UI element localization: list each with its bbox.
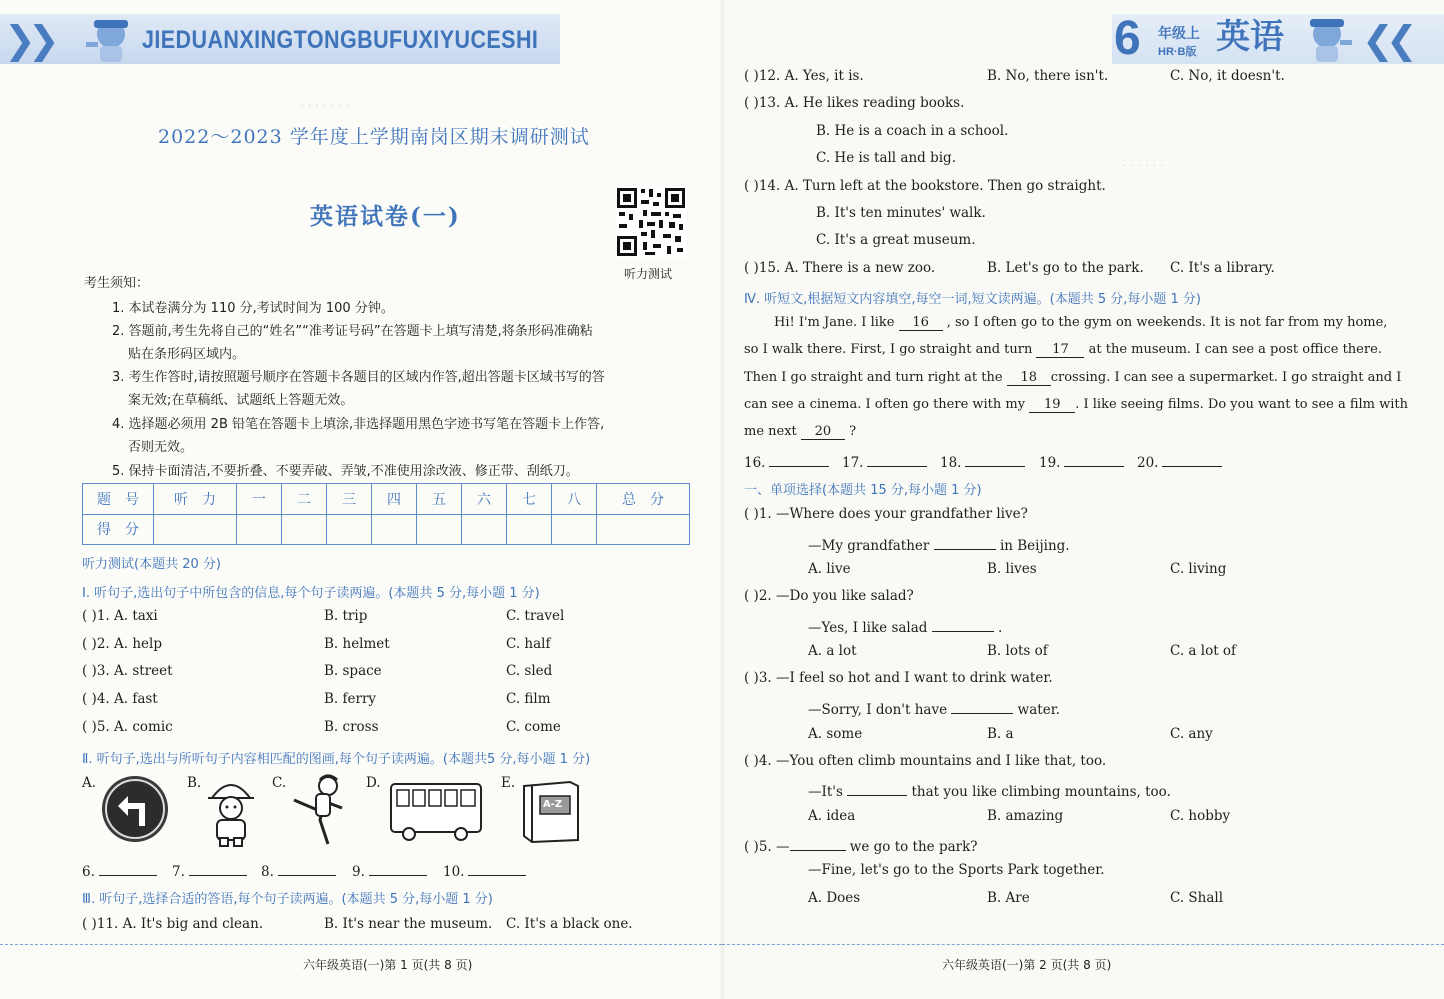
- mc-reply: [808, 780, 1171, 800]
- listening-heading: 听力测试(本题共 20 分): [82, 557, 221, 572]
- option-a[interactable]: A. live: [808, 561, 851, 577]
- mc-question-1[interactable]: ( )1. —Where does your grandfather live?: [744, 506, 1028, 522]
- option-c[interactable]: C. travel: [506, 608, 565, 624]
- picture-letter: A.: [82, 775, 97, 791]
- mc-question-3[interactable]: ( )3. —I feel so hot and I want to drink water.: [744, 670, 1053, 686]
- reply-text: in Beijing.: [999, 538, 1070, 554]
- score-cell[interactable]: [372, 514, 417, 545]
- question-2[interactable]: ( )2. A. help: [82, 636, 162, 652]
- answer-number: 10.: [443, 864, 465, 880]
- reply-text: that you like climbing mountains, too.: [911, 784, 1171, 800]
- option-c[interactable]: C. It's a great museum.: [816, 232, 976, 248]
- passage-text: Hi! I'm Jane. I like: [774, 315, 895, 330]
- option-b[interactable]: B. It's ten minutes' walk.: [816, 205, 986, 221]
- passage-line: [744, 342, 1382, 358]
- right-page: [722, 0, 1444, 999]
- reply-text: .: [998, 620, 1003, 636]
- notice-line: 5. 保持卡面清洁,不要折叠、不要弄破、弄皱,不准使用涂改液、修正带、刮纸刀。: [112, 464, 579, 479]
- option-b[interactable]: B. lives: [987, 561, 1037, 577]
- mc-question-2[interactable]: ( )2. —Do you like salad?: [744, 588, 914, 604]
- blank-17[interactable]: 17: [1036, 342, 1084, 358]
- page-footer: 六年级英语(一)第 2 页(共 8 页): [942, 958, 1112, 972]
- blank-16[interactable]: 16: [899, 315, 943, 331]
- mc-reply: [808, 616, 1002, 636]
- question-14[interactable]: ( )14. A. Turn left at the bookstore. Then go straight.: [744, 178, 1106, 194]
- section-2-heading: Ⅱ. 听句子,选出与所听句子内容相匹配的图画,每个句子读两遍。(本题共5 分,每小题 1 分): [82, 752, 591, 767]
- answer-6[interactable]: [82, 860, 157, 880]
- question-text: we go to the park?: [849, 839, 978, 855]
- score-header-cell: 八: [552, 484, 597, 515]
- option-b[interactable]: B. trip: [324, 608, 368, 624]
- option-c[interactable]: C. film: [506, 691, 551, 707]
- score-header-cell: 二: [282, 484, 327, 515]
- qr-label: 听力测试: [624, 267, 673, 281]
- picture-letter: E.: [501, 775, 516, 791]
- option-b[interactable]: B. amazing: [987, 808, 1064, 824]
- score-cell[interactable]: [154, 514, 237, 545]
- paper-title: 英语试卷(一): [310, 203, 461, 230]
- answer-10[interactable]: [443, 860, 526, 880]
- bus-icon[interactable]: [389, 780, 483, 842]
- answer-blank[interactable]: [932, 616, 994, 632]
- answer-number: 9.: [352, 864, 365, 880]
- picture-letter: D.: [366, 775, 381, 791]
- score-cell[interactable]: [237, 514, 282, 545]
- notice-line: 否则无效。: [128, 440, 194, 455]
- option-b[interactable]: B. ferry: [324, 691, 377, 707]
- score-cell[interactable]: [462, 514, 507, 545]
- option-c[interactable]: C. any: [1170, 726, 1213, 742]
- passage-text: . I like seeing films. Do you want to see a film with: [1075, 397, 1409, 412]
- notice-line: 1. 本试卷满分为 110 分,考试时间为 100 分钟。: [112, 301, 394, 316]
- reply-text: —Yes, I like salad: [808, 620, 928, 636]
- score-header-cell: 一: [237, 484, 282, 515]
- passage-text: , so I often go to the gym on weekends. It is not far from my home,: [946, 315, 1388, 330]
- option-a[interactable]: A. a lot: [808, 643, 857, 659]
- bleed-through-text: . . . . . . .: [300, 95, 350, 109]
- score-header-cell: 四: [372, 484, 417, 515]
- answer-number: 16.: [744, 455, 766, 471]
- answer-number: 18.: [940, 455, 962, 471]
- option-c[interactable]: C. sled: [506, 663, 553, 679]
- option-b[interactable]: B. It's near the museum.: [324, 916, 493, 932]
- picture-letter: B.: [187, 775, 202, 791]
- option-b[interactable]: B. a: [987, 726, 1014, 742]
- question-1[interactable]: ( )1. A. taxi: [82, 608, 158, 624]
- mc-reply: —Fine, let's go to the Sports Park together.: [808, 862, 1105, 878]
- blank-19[interactable]: 19: [1029, 397, 1075, 413]
- score-header-cell: 题 号: [83, 484, 154, 515]
- notice-line: 3. 考生作答时,请按照题号顺序在答题卡各题目的区域内作答,超出答题卡区域书写的答: [112, 370, 605, 385]
- score-header-cell: 五: [417, 484, 462, 515]
- subject-title: 英语: [1216, 17, 1284, 57]
- qr-code-icon[interactable]: [615, 186, 687, 258]
- answer-number: 20.: [1137, 455, 1159, 471]
- section-5-heading: 一、单项选择(本题共 15 分,每小题 1 分): [744, 483, 982, 498]
- score-header-cell: 七: [507, 484, 552, 515]
- answer-7[interactable]: [172, 860, 247, 880]
- answer-19[interactable]: [1039, 451, 1124, 471]
- question-text: ( )5. —: [744, 839, 790, 855]
- notice-line: 案无效;在草稿纸、试题纸上答题无效。: [128, 393, 354, 408]
- footer-divider: [722, 944, 1444, 945]
- passage-text: me next: [744, 424, 797, 439]
- answer-number: 8.: [261, 864, 274, 880]
- chevron-icon: ❮❮: [1362, 18, 1410, 62]
- kicking-boy-icon[interactable]: [290, 772, 354, 848]
- option-b[interactable]: B. space: [324, 663, 382, 679]
- option-c[interactable]: C. living: [1170, 561, 1227, 577]
- answer-17[interactable]: [842, 451, 927, 471]
- passage-line: [744, 397, 1408, 413]
- option-b[interactable]: B. No, there isn't.: [987, 68, 1109, 84]
- mascot-icon: [82, 12, 140, 64]
- answer-20[interactable]: [1137, 451, 1222, 471]
- answer-blank[interactable]: [847, 780, 907, 796]
- option-b[interactable]: B. Are: [987, 890, 1030, 906]
- score-header-cell: 六: [462, 484, 507, 515]
- page-fold: [719, 0, 725, 999]
- passage-text: crossing. I can see a supermarket. I go straight and I: [1050, 370, 1402, 385]
- notice-heading: 考生须知：: [84, 276, 150, 291]
- passage-text: so I walk there. First, I go straight and turn: [744, 342, 1033, 357]
- option-c[interactable]: C. half: [506, 636, 551, 652]
- answer-blank[interactable]: [951, 698, 1013, 714]
- mc-reply: [808, 698, 1060, 718]
- turn-left-sign-icon[interactable]: [100, 774, 170, 844]
- score-header-cell: 听 力: [154, 484, 237, 515]
- dictionary-icon[interactable]: [518, 778, 584, 844]
- question-15[interactable]: ( )15. A. There is a new zoo.: [744, 260, 936, 276]
- question-4[interactable]: ( )4. A. fast: [82, 691, 158, 707]
- edition-label: HR·B版: [1158, 46, 1197, 58]
- score-cell[interactable]: [507, 514, 552, 545]
- footer-divider: [0, 944, 722, 945]
- book-label: A-Z: [543, 799, 563, 810]
- option-c[interactable]: C. hobby: [1170, 808, 1231, 824]
- answer-9[interactable]: [352, 860, 427, 880]
- passage-line: [744, 370, 1401, 386]
- answer-blank[interactable]: [790, 835, 846, 851]
- option-a[interactable]: A. Does: [808, 890, 861, 906]
- score-cell[interactable]: [282, 514, 327, 545]
- bleed-through-text: . . . . . .: [1122, 155, 1164, 169]
- grade-text: 年级上: [1158, 26, 1200, 42]
- score-table: [82, 483, 690, 545]
- notice-line: 4. 选择题必须用 2B 铅笔在答题卡上填涂,非选择题用黑色字迹书写笔在答题卡上作答,: [112, 417, 605, 432]
- score-cell[interactable]: [597, 514, 690, 545]
- passage-text: at the museum. I can see a post office there.: [1088, 342, 1382, 357]
- option-b[interactable]: B. Let's go to the park.: [987, 260, 1144, 276]
- reply-text: —It's: [808, 784, 843, 800]
- question-3[interactable]: ( )3. A. street: [82, 663, 173, 679]
- section-3-heading: Ⅲ. 听句子,选择合适的答语,每个句子读两遍。(本题共 5 分,每小题 1 分): [82, 892, 493, 907]
- answer-number: 6.: [82, 864, 95, 880]
- option-c[interactable]: C. No, it doesn't.: [1170, 68, 1285, 84]
- answer-18[interactable]: [940, 451, 1025, 471]
- blank-20[interactable]: 20: [801, 424, 845, 440]
- brand-title: JIEDUANXINGTONGBUFUXIYUCESHI: [142, 26, 539, 54]
- passage-line: [774, 315, 1387, 331]
- picture-letter: C.: [272, 775, 287, 791]
- passage-text: Then I go straight and turn right at the: [744, 370, 1003, 385]
- grade-number: 6: [1114, 12, 1141, 65]
- option-c[interactable]: C. It's a library.: [1170, 260, 1275, 276]
- option-b[interactable]: B. lots of: [987, 643, 1048, 659]
- score-cell[interactable]: [417, 514, 462, 545]
- question-12[interactable]: ( )12. A. Yes, it is.: [744, 68, 864, 84]
- mc-reply: [808, 534, 1070, 554]
- notice-line: 2. 答题前,考生先将自己的“姓名”“准考证号码”在答题卡上填写清楚,将条形码准确粘: [112, 324, 593, 339]
- answer-number: 19.: [1039, 455, 1061, 471]
- option-b[interactable]: B. He is a coach in a school.: [816, 123, 1009, 139]
- blank-18[interactable]: 18: [1007, 370, 1051, 386]
- answer-8[interactable]: [261, 860, 336, 880]
- option-b[interactable]: B. helmet: [324, 636, 390, 652]
- reply-text: —Sorry, I don't have: [808, 702, 948, 718]
- answer-number: 7.: [172, 864, 185, 880]
- section-1-heading: Ⅰ. 听句子,选出句子中所包含的信息,每个句子读两遍。(本题共 5 分,每小题 1 分): [82, 586, 540, 601]
- score-row-label: 得 分: [83, 514, 154, 545]
- helmet-person-icon[interactable]: [202, 772, 260, 848]
- score-header-cell: 三: [327, 484, 372, 515]
- passage-text: ?: [849, 424, 857, 439]
- score-header-cell: 总 分: [597, 484, 690, 515]
- exam-title: 2022～2023 学年度上学期南岗区期末调研测试: [158, 126, 590, 148]
- page-footer: 六年级英语(一)第 1 页(共 8 页): [303, 958, 473, 972]
- score-cell[interactable]: [552, 514, 597, 545]
- answer-blank[interactable]: [934, 534, 996, 550]
- mc-question-5[interactable]: [744, 835, 978, 855]
- passage-text: can see a cinema. I often go there with my: [744, 397, 1026, 412]
- reply-text: —My grandfather: [808, 538, 930, 554]
- option-b[interactable]: B. cross: [324, 719, 379, 735]
- option-a[interactable]: A. idea: [808, 808, 856, 824]
- question-5[interactable]: ( )5. A. comic: [82, 719, 173, 735]
- chevron-icon: ❯❯: [4, 18, 52, 62]
- option-c[interactable]: C. It's a black one.: [506, 916, 633, 932]
- option-c[interactable]: C. He is tall and big.: [816, 150, 956, 166]
- question-13[interactable]: ( )13. A. He likes reading books.: [744, 95, 965, 111]
- option-c[interactable]: C. a lot of: [1170, 643, 1237, 659]
- option-c[interactable]: C. come: [506, 719, 561, 735]
- answer-number: 17.: [842, 455, 864, 471]
- reply-text: water.: [1017, 702, 1060, 718]
- answer-16[interactable]: [744, 451, 829, 471]
- mascot-icon: [1298, 10, 1356, 64]
- option-c[interactable]: C. Shall: [1170, 890, 1224, 906]
- option-a[interactable]: A. some: [808, 726, 863, 742]
- mc-question-4[interactable]: ( )4. —You often climb mountains and I like that, too.: [744, 753, 1107, 769]
- score-cell[interactable]: [327, 514, 372, 545]
- question-11[interactable]: ( )11. A. It's big and clean.: [82, 916, 264, 932]
- passage-line: [744, 424, 856, 440]
- notice-line: 贴在条形码区域内。: [128, 347, 246, 362]
- section-4-heading: Ⅳ. 听短文,根据短文内容填空,每空一词,短文读两遍。(本题共 5 分,每小题 1 分): [744, 292, 1202, 307]
